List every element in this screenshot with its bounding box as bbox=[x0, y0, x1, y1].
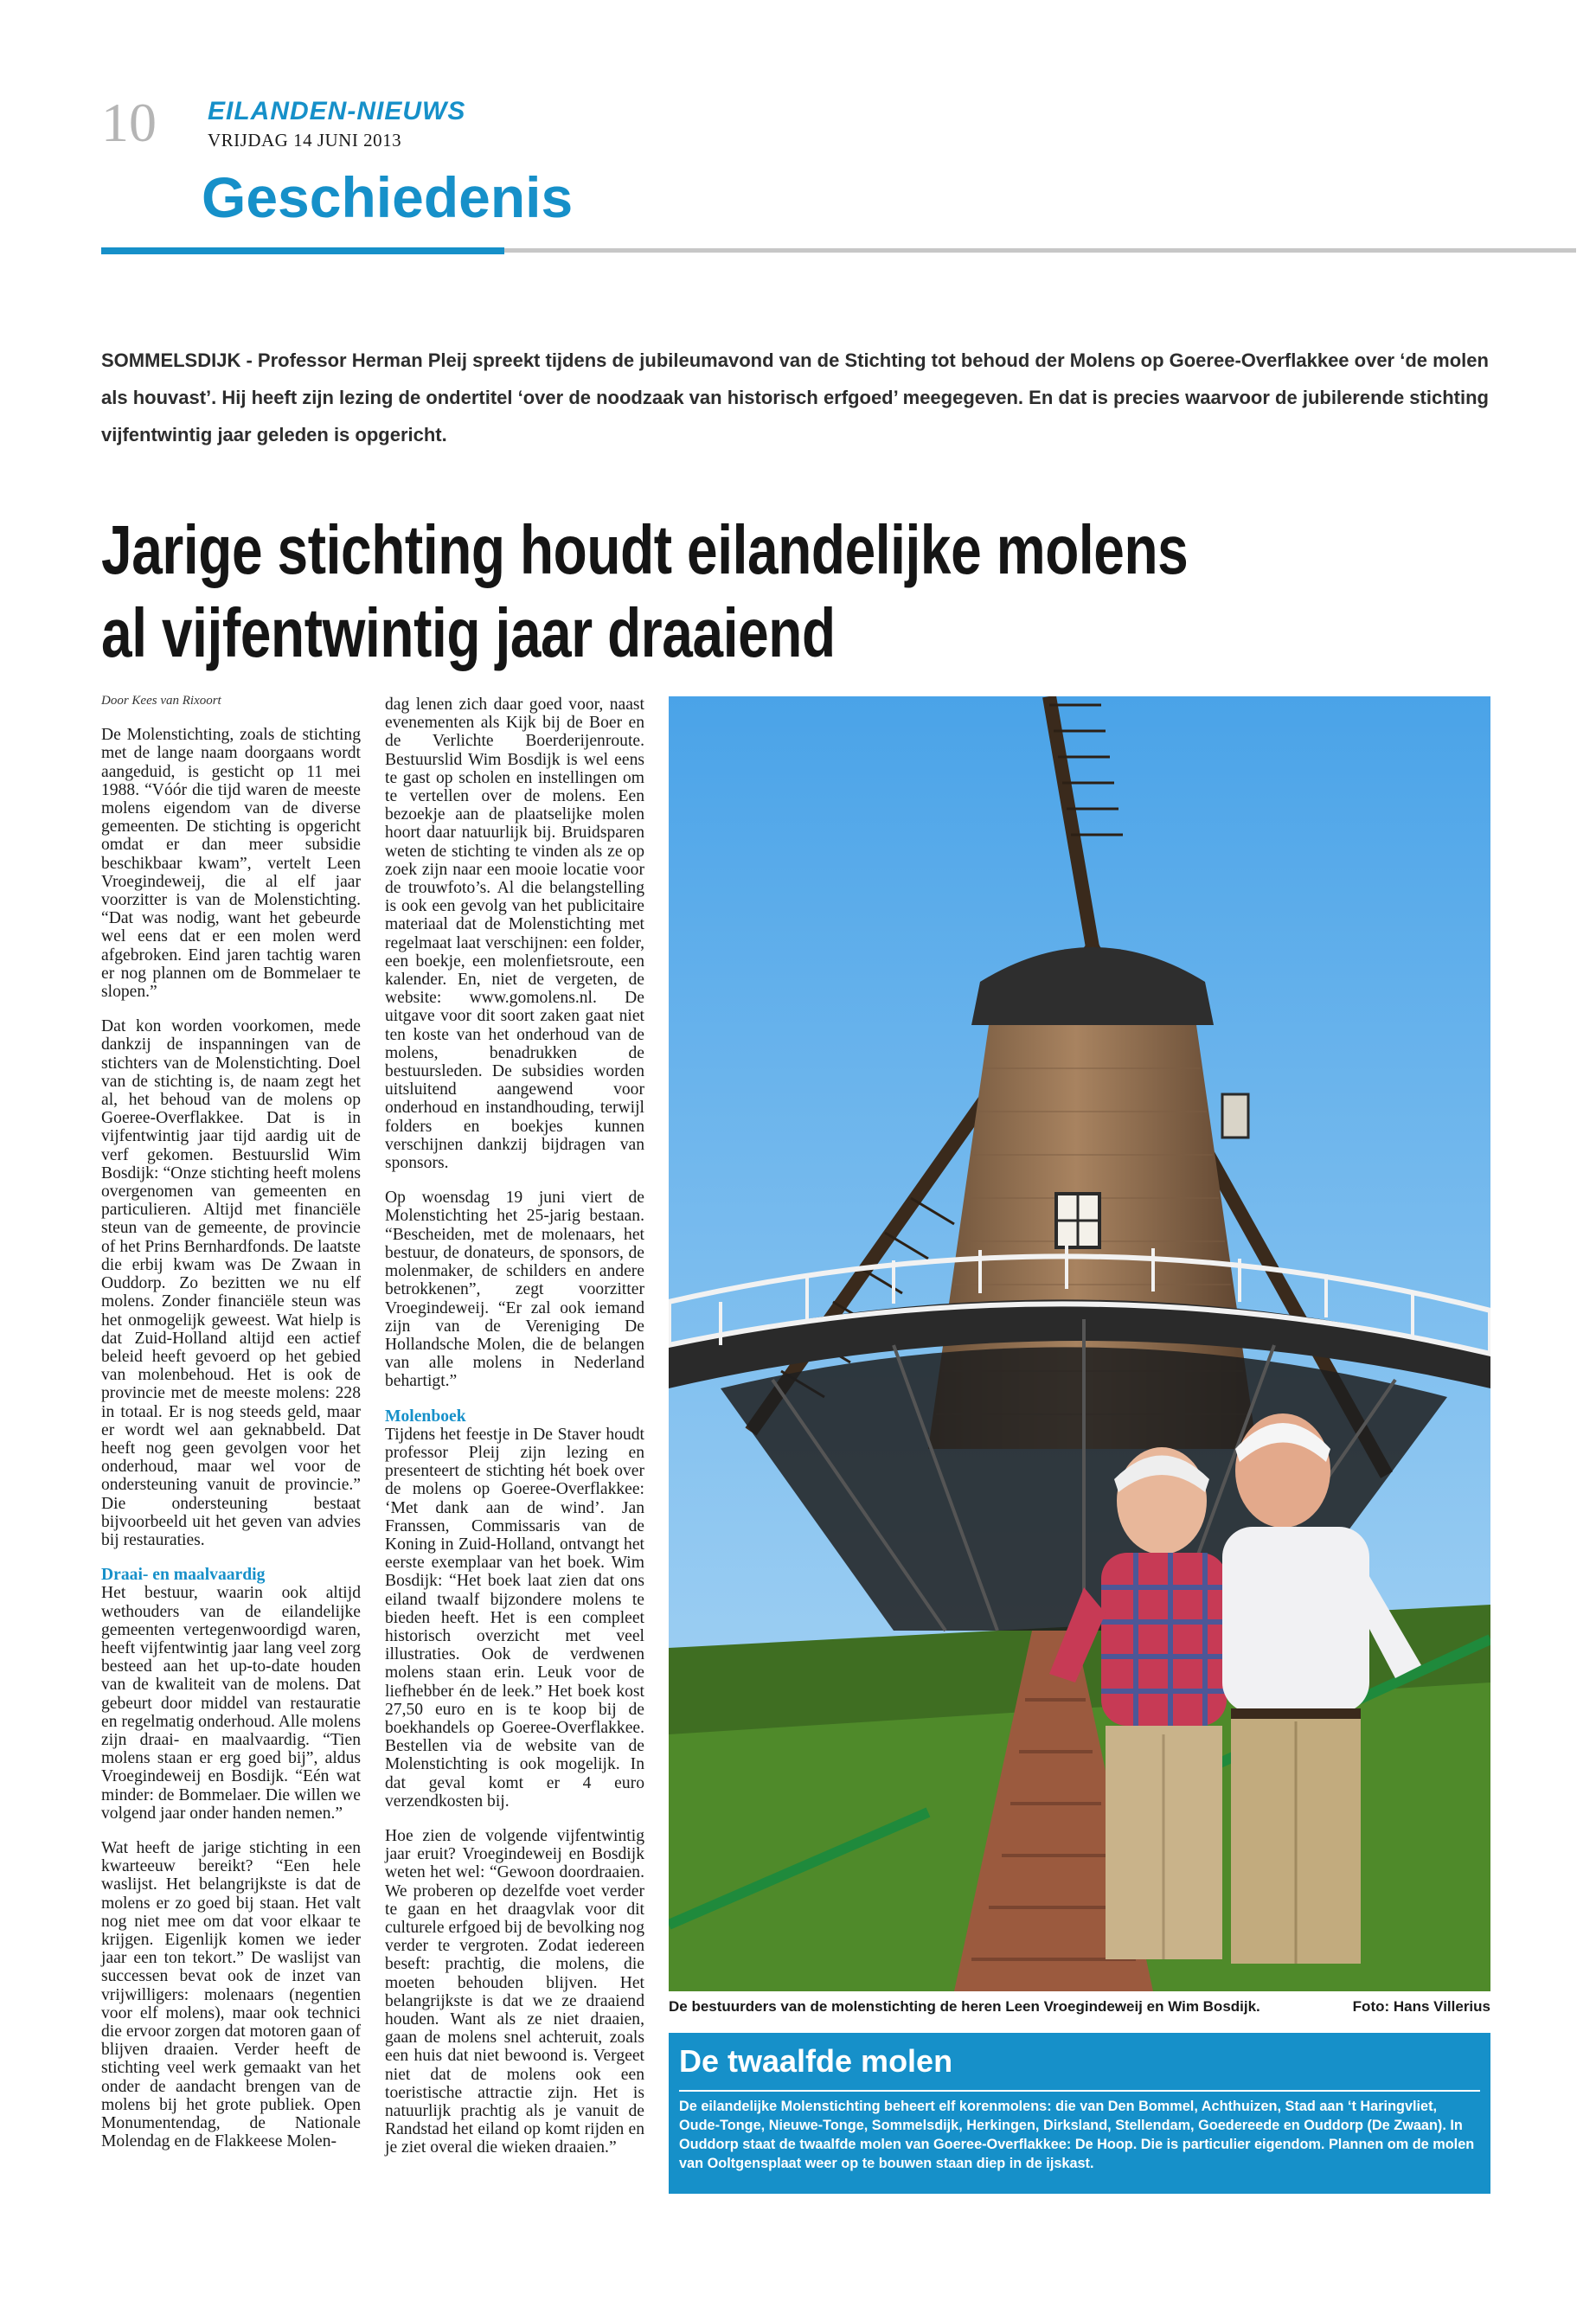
info-box-text: De eilandelijke Molenstichting beheert elf korenmolens: die van Den Bommel, Achthuizen, Stad aan ‘t Haringvliet, Oude-Tonge, Nieuwe-Tonge, Sommelsdijk, Herkingen, Dirksland, Stellendam, Goedereede en Ouddorp (De Zwaan). In Ouddorp staat de twaalfde molen van Goeree-Overflakkee: De Hoop. Die is particulier eigendom. Plannen om de molen van Ooltgensplaat weer op te bouwen staan diep in de ijskast. bbox=[679, 2099, 1475, 2171]
info-box-title: De twaalfde molen bbox=[679, 2043, 953, 2079]
subheading: Molenboek bbox=[385, 1407, 466, 1426]
paragraph: dag lenen zich daar goed voor, naast evenementen als Kijk bij de Boer en de Verlichte Boerderijenroute. Bestuurslid Wim Bosdijk is wel eens te gast op scholen en instellingen om te vertellen over de molens. Een bezoekje aan de plaatselijke molen hoort daar natuurlijk bij. Bruidsparen weten de stichting te vinden als ze op zoek zijn naar een mooie locatie voor de trouwfoto’s. Al die belangstelling is ook een gevolg van het publicitaire materiaal dat de Molenstichting met regelmaat laat verschijnen: een folder, een boekje, een molenfietsroute, een kalender. En, niet de vergeten, de website: www.gomolens.nl. De uitgave voor dit soort zaken gaat niet ten koste van het onderhoud van de molens, benadrukken de bestuursleden. De subsidies worden uitsluitend aangewend voor onderhoud en instandhouding, terwijl folders en boekjes kunnen verschijnen dankzij bijdragen van sponsors. bbox=[385, 695, 644, 1173]
paragraph: Dat kon worden voorkomen, mede dankzij de inspanningen van de stichters van de Molenstichting. Doel van de stichting is, de naam zegt het al, het behoud van de molens op Goeree-Overflakkee. Dat is in vijfentwintig jaar tijd aardig uit de verf gekomen. Bestuurslid Wim Bosdijk: “Onze stichting heeft molens overgenomen van gemeenten en particulieren. Altijd met financiële steun van de gemeente, de provincie of het Prins Bernhardfonds. De laatste die erbij kwam was De Zwaan in Ouddorp. Zo bezitten we nu elf molens. Zonder financiële steun was het onmogelijk geweest. Wat hielp is dat Zuid-Holland altijd een actief beleid heeft gevoerd op het gebied van molenbehoud. Het is ook de provincie met de meeste molens: 228 in totaal. Er is nog steeds geld, maar er wordt wel aan geknabbeld. Dat heeft nog geen gevolgen voor het onderhoud, maar wel voor de ondersteuning vanuit de provincie.” Die ondersteuning bestaat bijvoorbeeld uit het geven van advies bij restauraties. bbox=[101, 1017, 361, 1549]
issue-date: VRIJDAG 14 JUNI 2013 bbox=[208, 130, 402, 151]
subheading: Draai- en maalvaardig bbox=[101, 1566, 266, 1585]
article-column-2 bbox=[385, 695, 644, 2174]
masthead-logo: EILANDEN-NIEUWS bbox=[208, 97, 466, 125]
article-headline: Jarige stichting houdt eilandelijke molens al vijfentwintig jaar draaiend bbox=[101, 511, 1189, 671]
photo-caption bbox=[669, 1998, 1490, 2016]
paragraph: Het bestuur, waarin ook altijd wethouders van de eilandelijke gemeenten vertegenwoordigd waren, heeft vijfentwintig jaar lang veel zorg besteed aan het up-to-date houden van de kwaliteit van de molens. Dat gebeurt door middel van restauratie en regelmatig onderhoud. Alle molens zijn draai- en maalvaardig. “Tien molens staan er erg goed bij”, aldus Vroegindeweij en Bosdijk. “Eén wat minder: de Bommelaer. Die willen we volgend jaar onder handen nemen.” bbox=[101, 1584, 361, 1823]
article-lead: SOMMELSDIJK - Professor Herman Pleij spreekt tijdens de jubileumavond van de Stichting tot behoud der Molens op Goeree-Overflakkee over ‘de molen als houvast’. Hij heeft zijn lezing de ondertitel ‘over de noodzaak van historisch erfgoed’ meegegeven. En dat is precies waarvoor de jubilerende stichting vijfentwintig jaar geleden is opgericht. bbox=[101, 349, 1489, 445]
paragraph: Tijdens het feestje in De Staver houdt professor Pleij zijn lezing en presenteert de stichting hét boek over de molens op Goeree-Overflakkee: ‘Met dank aan de wind’. Jan Franssen, Commissaris van de Koning in Zuid-Holland, ontvangt het eerste exemplaar van het boek. Wim Bosdijk: “Het boek laat zien dat ons eiland twaalf bijzondere molens te bieden heeft. Het is een compleet historisch overzicht met veel illustraties. Ook de verdwenen molens staan erin. Leuk voor de liefhebber én de leek.” Het boek kost 27,50 euro en is te koop bij de boekhandels op Goeree-Overflakkee. Bestellen via de website van de Molenstichting is ook mogelijk. In dat geval komt er 4 euro verzendkosten bij. bbox=[385, 1425, 644, 1811]
article-column-1 bbox=[101, 692, 361, 2167]
caption-text: De bestuurders van de molenstichting de heren Leen Vroegindeweij en Wim Bosdijk. bbox=[669, 1998, 1260, 2015]
windmill-illustration bbox=[669, 696, 1490, 1991]
header-divider-accent bbox=[101, 247, 504, 254]
info-box bbox=[669, 2033, 1490, 2194]
paragraph: Op woensdag 19 juni viert de Molenstichting het 25-jarig bestaan. “Bescheiden, met de molenaars, het bestuur, de donateurs, de sponsors, de molenmaker, de schilders en andere betrokkenen”, zegt voorzitter Vroegindeweij. “Er zal ook iemand zijn van de Vereniging De Hollandsche Molen, die de belangen van alle molens in Nederland behartigt.” bbox=[385, 1189, 644, 1391]
paragraph: De Molenstichting, zoals de stichting met de lange naam doorgaans wordt aangeduid, is gesticht op 11 mei 1988. “Vóór die tijd waren de meeste molens eigendom van de diverse gemeenten. De stichting is opgericht omdat er dan meer subsidie beschikbaar kwam”, vertelt Leen Vroegindeweij, die al elf jaar voorzitter is van de Molenstichting. “Dat was nodig, want het gebeurde wel eens dat er een molen werd afgebroken. Eind jaren tachtig waren er nog plannen om de Bommelaer te slopen.” bbox=[101, 726, 361, 1002]
windmill-photo bbox=[669, 696, 1490, 1991]
page-number: 10 bbox=[101, 92, 157, 153]
section-title: Geschiedenis bbox=[202, 165, 574, 229]
byline: Door Kees van Rixoort bbox=[101, 694, 221, 708]
paragraph: Hoe zien de volgende vijfentwintig jaar eruit? Vroegindeweij en Bosdijk weten het wel: “Gewoon doordraaien. We proberen op dezelfde voet verder te gaan en het draagvlak voor dit culturele erfgoed bij de bevolking nog verder te vergroten. Zodat iedereen beseft: prachtig, die molens, die moeten behouden blijven. Het belangrijkste is dat we ze draaiend houden. Want als ze niet draaien, gaan de molens snel achteruit, zoals een huis dat niet bewoond is. Vergeet niet dat de molens ook een toeristische attractie zijn. Het is natuurlijk prachtig als je vanuit de Randstad het eiland op komt rijden en je ziet overal die wieken draaien.” bbox=[385, 1826, 644, 2157]
paragraph: Wat heeft de jarige stichting in een kwarteeuw bereikt? “Een hele waslijst. Het belangrijkste is dat de molens er zo goed bij staan. Het valt nog niet mee om dat voor elkaar te krijgen. Eigenlijk komen we ieder jaar een ton tekort.” De waslijst van successen bevat ook de inzet van vrijwilligers: molenaars (negentien voor elf molens), maar ook technici die ervoor zorgen dat motoren gaan of blijven draaien. Verder heeft de stichting veel werk gemaakt van het onder de aandacht brengen van de molens bij het grote publiek. Open Monumentendag, de Nationale Molendag en de Flakkeese Molen- bbox=[101, 1838, 361, 2151]
photo-credit: Foto: Hans Villerius bbox=[1352, 1998, 1490, 2015]
info-box-divider bbox=[679, 2090, 1480, 2092]
